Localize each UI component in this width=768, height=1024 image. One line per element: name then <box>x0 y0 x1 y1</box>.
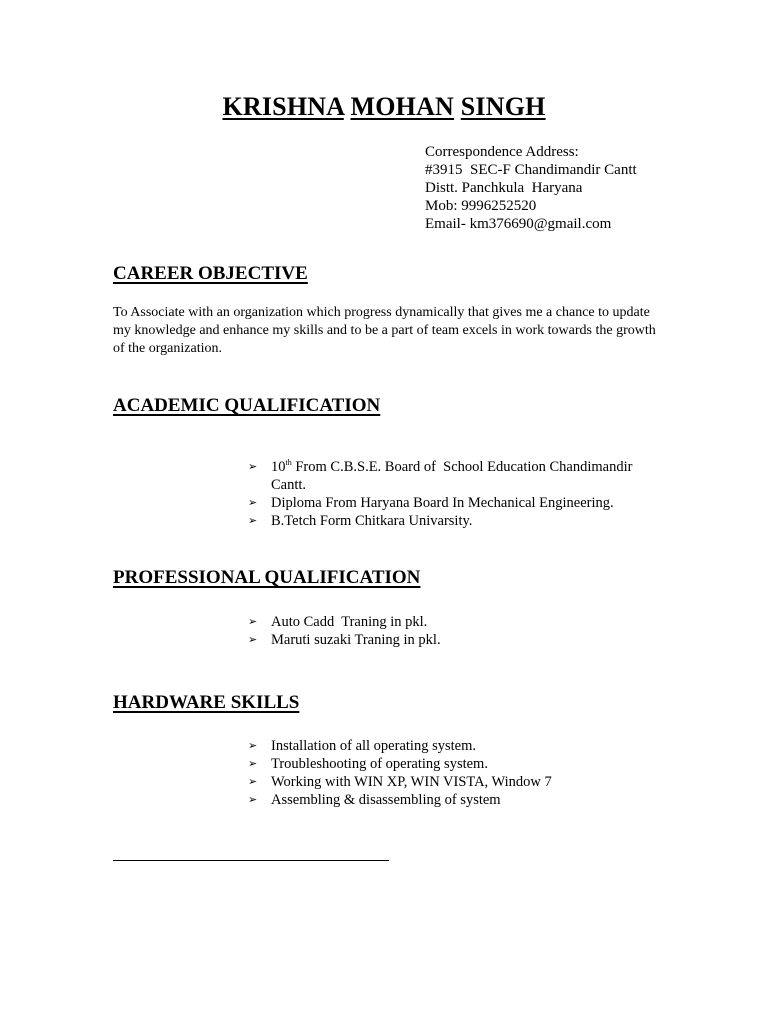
career-objective-heading: CAREER OBJECTIVE <box>113 263 308 284</box>
academic-qualification-heading: ACADEMIC QUALIFICATION <box>113 395 381 416</box>
career-objective-text: To Associate with an organization which progress dynamically that gives me a chance to update my knowledge and enhance my skills and to be a part of team excels in work towards the growth of the organization. <box>113 305 656 356</box>
arrowhead-bullet-icon: ➢ <box>248 615 258 628</box>
address-label: Correspondence Address: <box>425 144 579 160</box>
list-item <box>248 631 668 649</box>
mobile-number: Mob: 9996252520 <box>425 198 537 214</box>
list-item <box>248 458 668 494</box>
arrowhead-bullet-icon: ➢ <box>248 496 258 509</box>
list-item <box>248 737 668 755</box>
hardware-item-3: Working with WIN XP, WIN VISTA, Window 7 <box>271 774 552 790</box>
applicant-name <box>0 92 768 122</box>
list-item <box>248 494 668 512</box>
name-middle: MOHAN <box>350 92 455 121</box>
arrowhead-bullet-icon: ➢ <box>248 757 258 770</box>
name-last: SINGH <box>460 92 546 121</box>
footer-rule <box>113 860 389 861</box>
arrowhead-bullet-icon: ➢ <box>248 775 258 788</box>
list-item <box>248 791 668 809</box>
arrowhead-bullet-icon: ➢ <box>248 514 258 527</box>
list-item <box>248 512 668 530</box>
professional-qualification-heading: PROFESSIONAL QUALIFICATION <box>113 567 421 588</box>
academic-item-2: Diploma From Haryana Board In Mechanical Engineering. <box>271 495 614 511</box>
hardware-item-4: Assembling & disassembling of system <box>271 792 501 808</box>
academic-qualification-list <box>248 458 668 530</box>
hardware-skills-list <box>248 737 668 809</box>
hardware-item-1: Installation of all operating system. <box>271 738 476 754</box>
list-item <box>248 755 668 773</box>
email-address: Email- km376690@gmail.com <box>425 216 612 232</box>
name-first: KRISHNA <box>222 92 344 121</box>
list-item <box>248 773 668 791</box>
professional-qualification-list <box>248 613 668 649</box>
professional-item-2: Maruti suzaki Traning in pkl. <box>271 632 441 648</box>
list-item <box>248 613 668 631</box>
hardware-skills-heading: HARDWARE SKILLS <box>113 692 300 713</box>
arrowhead-bullet-icon: ➢ <box>248 633 258 646</box>
academic-item-1: 10th From C.B.S.E. Board of School Education Chandimandir Cantt. <box>271 458 637 493</box>
academic-item-3: B.Tetch Form Chitkara Univarsity. <box>271 513 473 529</box>
professional-item-1: Auto Cadd Traning in pkl. <box>271 614 428 630</box>
arrowhead-bullet-icon: ➢ <box>248 460 258 473</box>
address-line-1: #3915 SEC-F Chandimandir Cantt <box>425 162 637 178</box>
address-line-2: Distt. Panchkula Haryana <box>425 180 583 196</box>
arrowhead-bullet-icon: ➢ <box>248 793 258 806</box>
arrowhead-bullet-icon: ➢ <box>248 739 258 752</box>
correspondence-address <box>425 143 637 233</box>
hardware-item-2: Troubleshooting of operating system. <box>271 756 488 772</box>
